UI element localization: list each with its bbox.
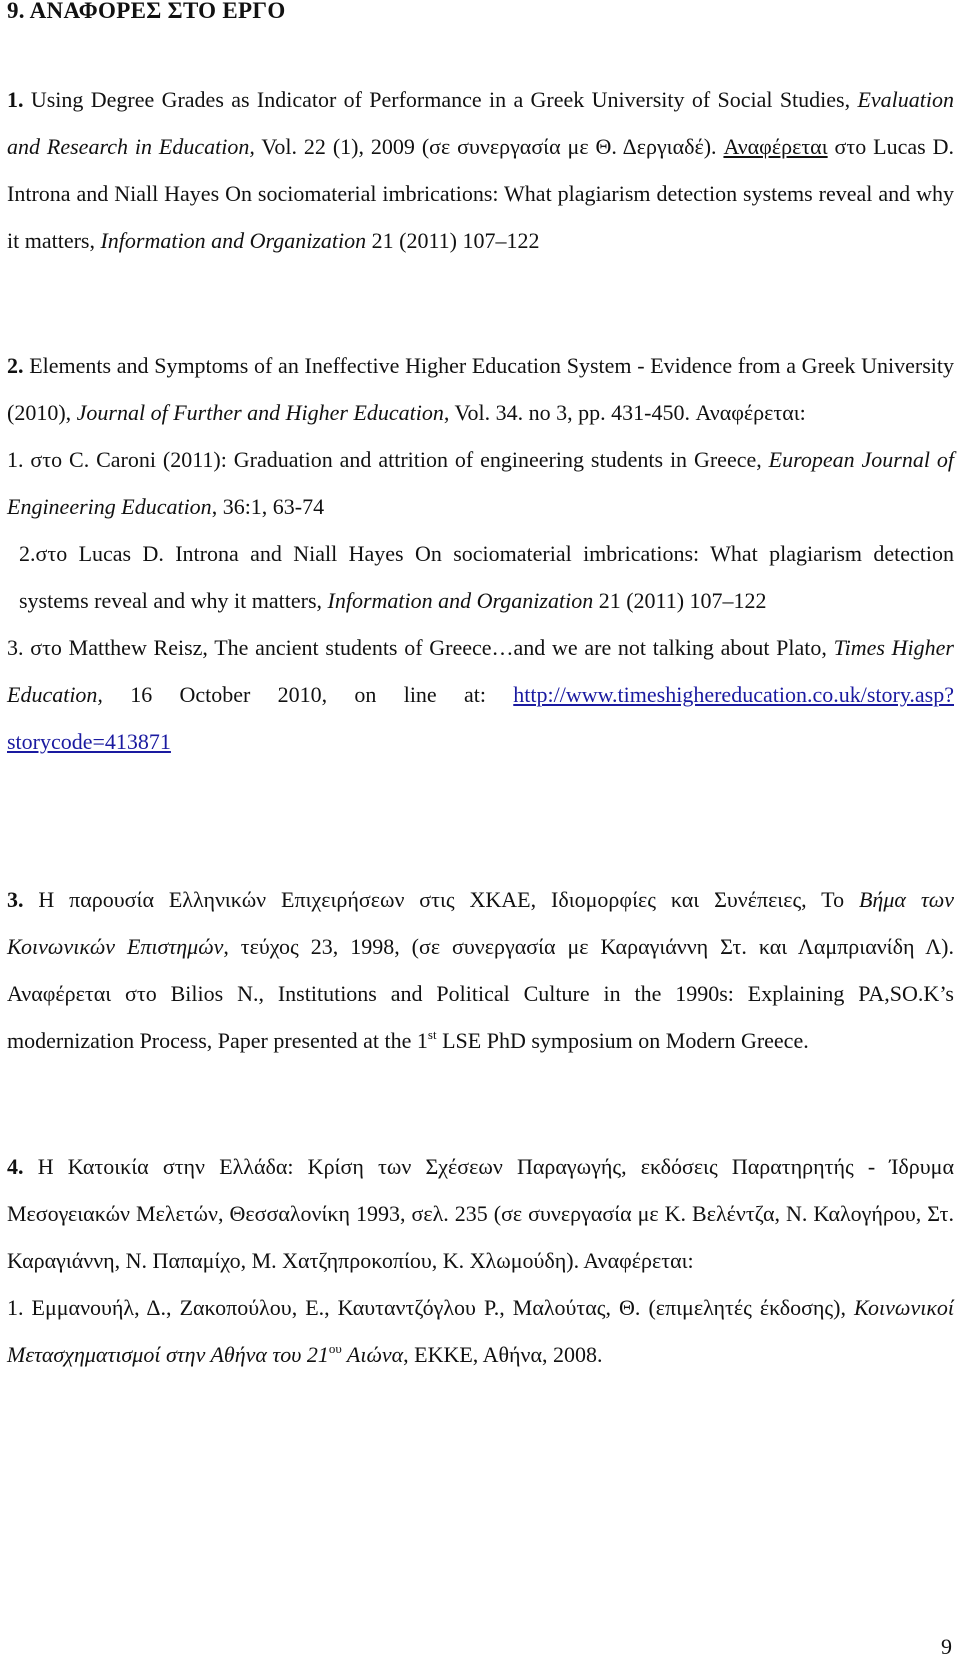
entry-text: Using Degree Grades as Indicator of Performance in a Greek University of Social Studies,	[23, 87, 858, 112]
entry-paragraph	[7, 1143, 954, 1284]
journal-title: Βήμα των Κοινωνικών Επιστημών	[7, 887, 954, 959]
entry-text: , τεύχος 23, 1998, (σε συνεργασία με Καραγιάννη Στ. και Λαμπριανίδη Λ). Αναφέρεται στο Bilios N., Institutions and Political Culture in the 1990s: Explaining PA,SO.K’s modernization Process, Paper presented at the 1	[7, 934, 954, 1053]
entry-paragraph	[7, 76, 954, 264]
entry-number: 1.	[7, 87, 24, 112]
citation-item: 1. Εμμανουήλ, Δ., Ζακοπούλου, Ε., Καυταντζόγλου Ρ., Μαλούτας, Θ. (επιμελητές έκδοσης), Κοινωνικοί Μετασχηματισμοί στην Αθήνα του $21^{o\upsilon}$ Αιώνα, ΕΚΚΕ, Αθήνα, 2008.	[7, 1295, 954, 1367]
entry-paragraph	[7, 876, 954, 1064]
citation-item: 3. στο Matthew Reisz, The ancient students of Greece…and we are not talking about Plato, Times Higher Education, 16 October 2010, on line at: http://www.timeshighereducation.co.uk/story.asp?storycode=413871	[7, 635, 954, 754]
journal-title: Information and Organization	[100, 228, 367, 253]
entry-text: Η Κατοικία στην Ελλάδα: Κρίση των Σχέσεων Παραγωγής, εκδόσεις Παρατηρητής - Ίδρυμα Μεσογειακών Μελετών, Θεσσαλονίκη 1993, σελ. 235 (σε συνεργασία με Κ. Βελέντζα, Ν. Καλογήρου, Στ. Καραγιάννη, Ν. Παπαμίχο, Μ. Χατζηπροκοπίου, Κ. Χλωμούδη). Αναφέρεται:	[7, 1154, 954, 1273]
entry-text: Vol. 22 (1), 2009 (σε συνεργασία με Θ. Δεργιαδέ).	[254, 134, 724, 159]
citation-url-link[interactable]: http://www.timeshighereducation.co.uk/story.asp?storycode=413871	[7, 682, 954, 754]
entry-text: στο Lucas D. Introna and Niall Hayes On sociomaterial imbrications: What plagiarism detection systems reveal and why it matters,	[7, 134, 954, 253]
entry-text: 21 (2011) 107–122	[366, 228, 540, 253]
citation-item: 1. στο C. Caroni (2011): Graduation and attrition of engineering students in Greece, European Journal of Engineering Education, 36:1, 63-74	[7, 447, 954, 519]
ordinal-superscript: ου	[328, 1341, 342, 1356]
entry-number: 3.	[7, 887, 24, 912]
reference-entry-3	[7, 876, 954, 1064]
reference-entry-1	[7, 76, 954, 264]
reference-entry-4	[7, 1143, 954, 1378]
entry-number: 2.	[7, 353, 24, 378]
journal-title: Journal of Further and Higher Education	[76, 400, 444, 425]
entry-text: LSE PhD symposium on Modern Greece.	[436, 1028, 809, 1053]
entry-text: Η παρουσία Ελληνικών Επιχειρήσεων στις ΧΚΑΕ, Ιδιομορφίες και Συνέπειες, Το	[23, 887, 859, 912]
citation-item: 2.στο Lucas D. Introna and Niall Hayes On sociomaterial imbrications: What plagiarism detection systems reveal and why it matters, Information and Organization 21 (2011) 107–122	[19, 541, 954, 613]
entry-number: 4.	[7, 1154, 24, 1179]
page-number: 9	[941, 1634, 952, 1659]
entry-paragraph	[7, 342, 954, 436]
reference-entry-2	[7, 342, 954, 765]
entry-text: Elements and Symptoms of an Ineffective Higher Education System - Evidence from a Greek University (2010),	[7, 353, 954, 425]
cited-label: Αναφέρεται	[723, 134, 828, 159]
entry-text: , Vol. 34. no 3, pp. 431-450. Αναφέρεται:	[443, 400, 806, 425]
journal-title: Evaluation and Research in Education,	[7, 87, 954, 159]
ordinal-superscript: st	[427, 1027, 437, 1042]
section-title: 9. ΑΝΑΦΟΡΕΣ ΣΤΟ ΕΡΓΟ	[7, 0, 286, 23]
